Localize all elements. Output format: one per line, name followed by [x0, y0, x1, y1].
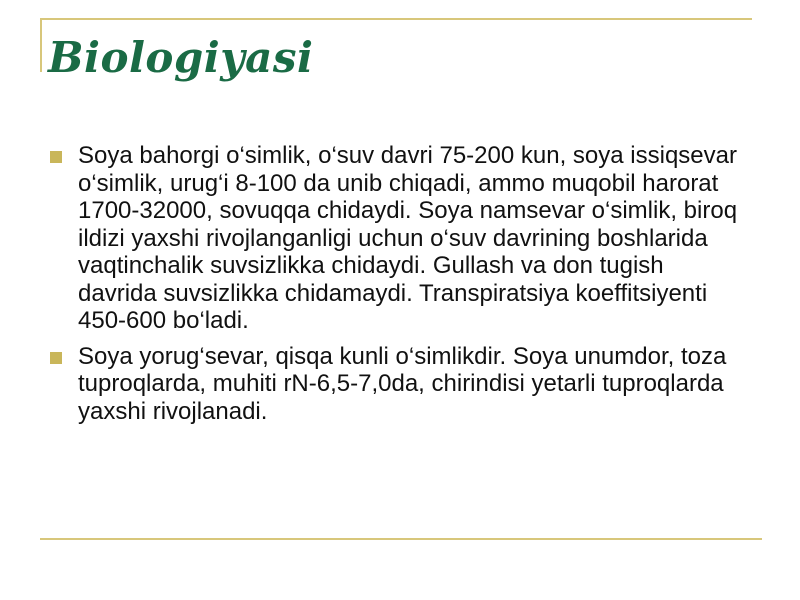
slide-title: Biologiyasi — [48, 33, 314, 82]
left-accent-line — [40, 18, 42, 72]
bullet-item — [48, 343, 748, 426]
bullet-item — [48, 142, 748, 335]
square-bullet-icon — [50, 352, 62, 364]
square-bullet-icon — [50, 151, 62, 163]
bullet-text: Soya bahorgi o‘simlik, o‘suv davri 75-200 kun, soya issiqsevar o‘simlik, urug‘i 8-100 da unib chiqadi, ammo muqobil harorat 1700-32000, sovuqqa chidaydi. Soya namsevar o‘simlik, biroq ildizi yaxshi rivojlanganligi uchun o‘suv davrining boshlarida vaqtinchalik suvsizlikka chidaydi. Gullash va don tugish davrida suvsizlikka chidamaydi. Transpiratsiya koeffitsiyenti 450-600 bo‘ladi. — [78, 142, 738, 334]
bullet-text: Soya yorug‘sevar, qisqa kunli o‘simlikdir. Soya unumdor, toza tuproqlarda, muhiti rN-6,5-7,0da, chirindisi yetarli tuproqlarda yaxshi rivojlanadi. — [78, 342, 727, 425]
bottom-divider — [40, 538, 762, 540]
top-divider — [40, 18, 752, 20]
bullet-list — [48, 142, 748, 433]
